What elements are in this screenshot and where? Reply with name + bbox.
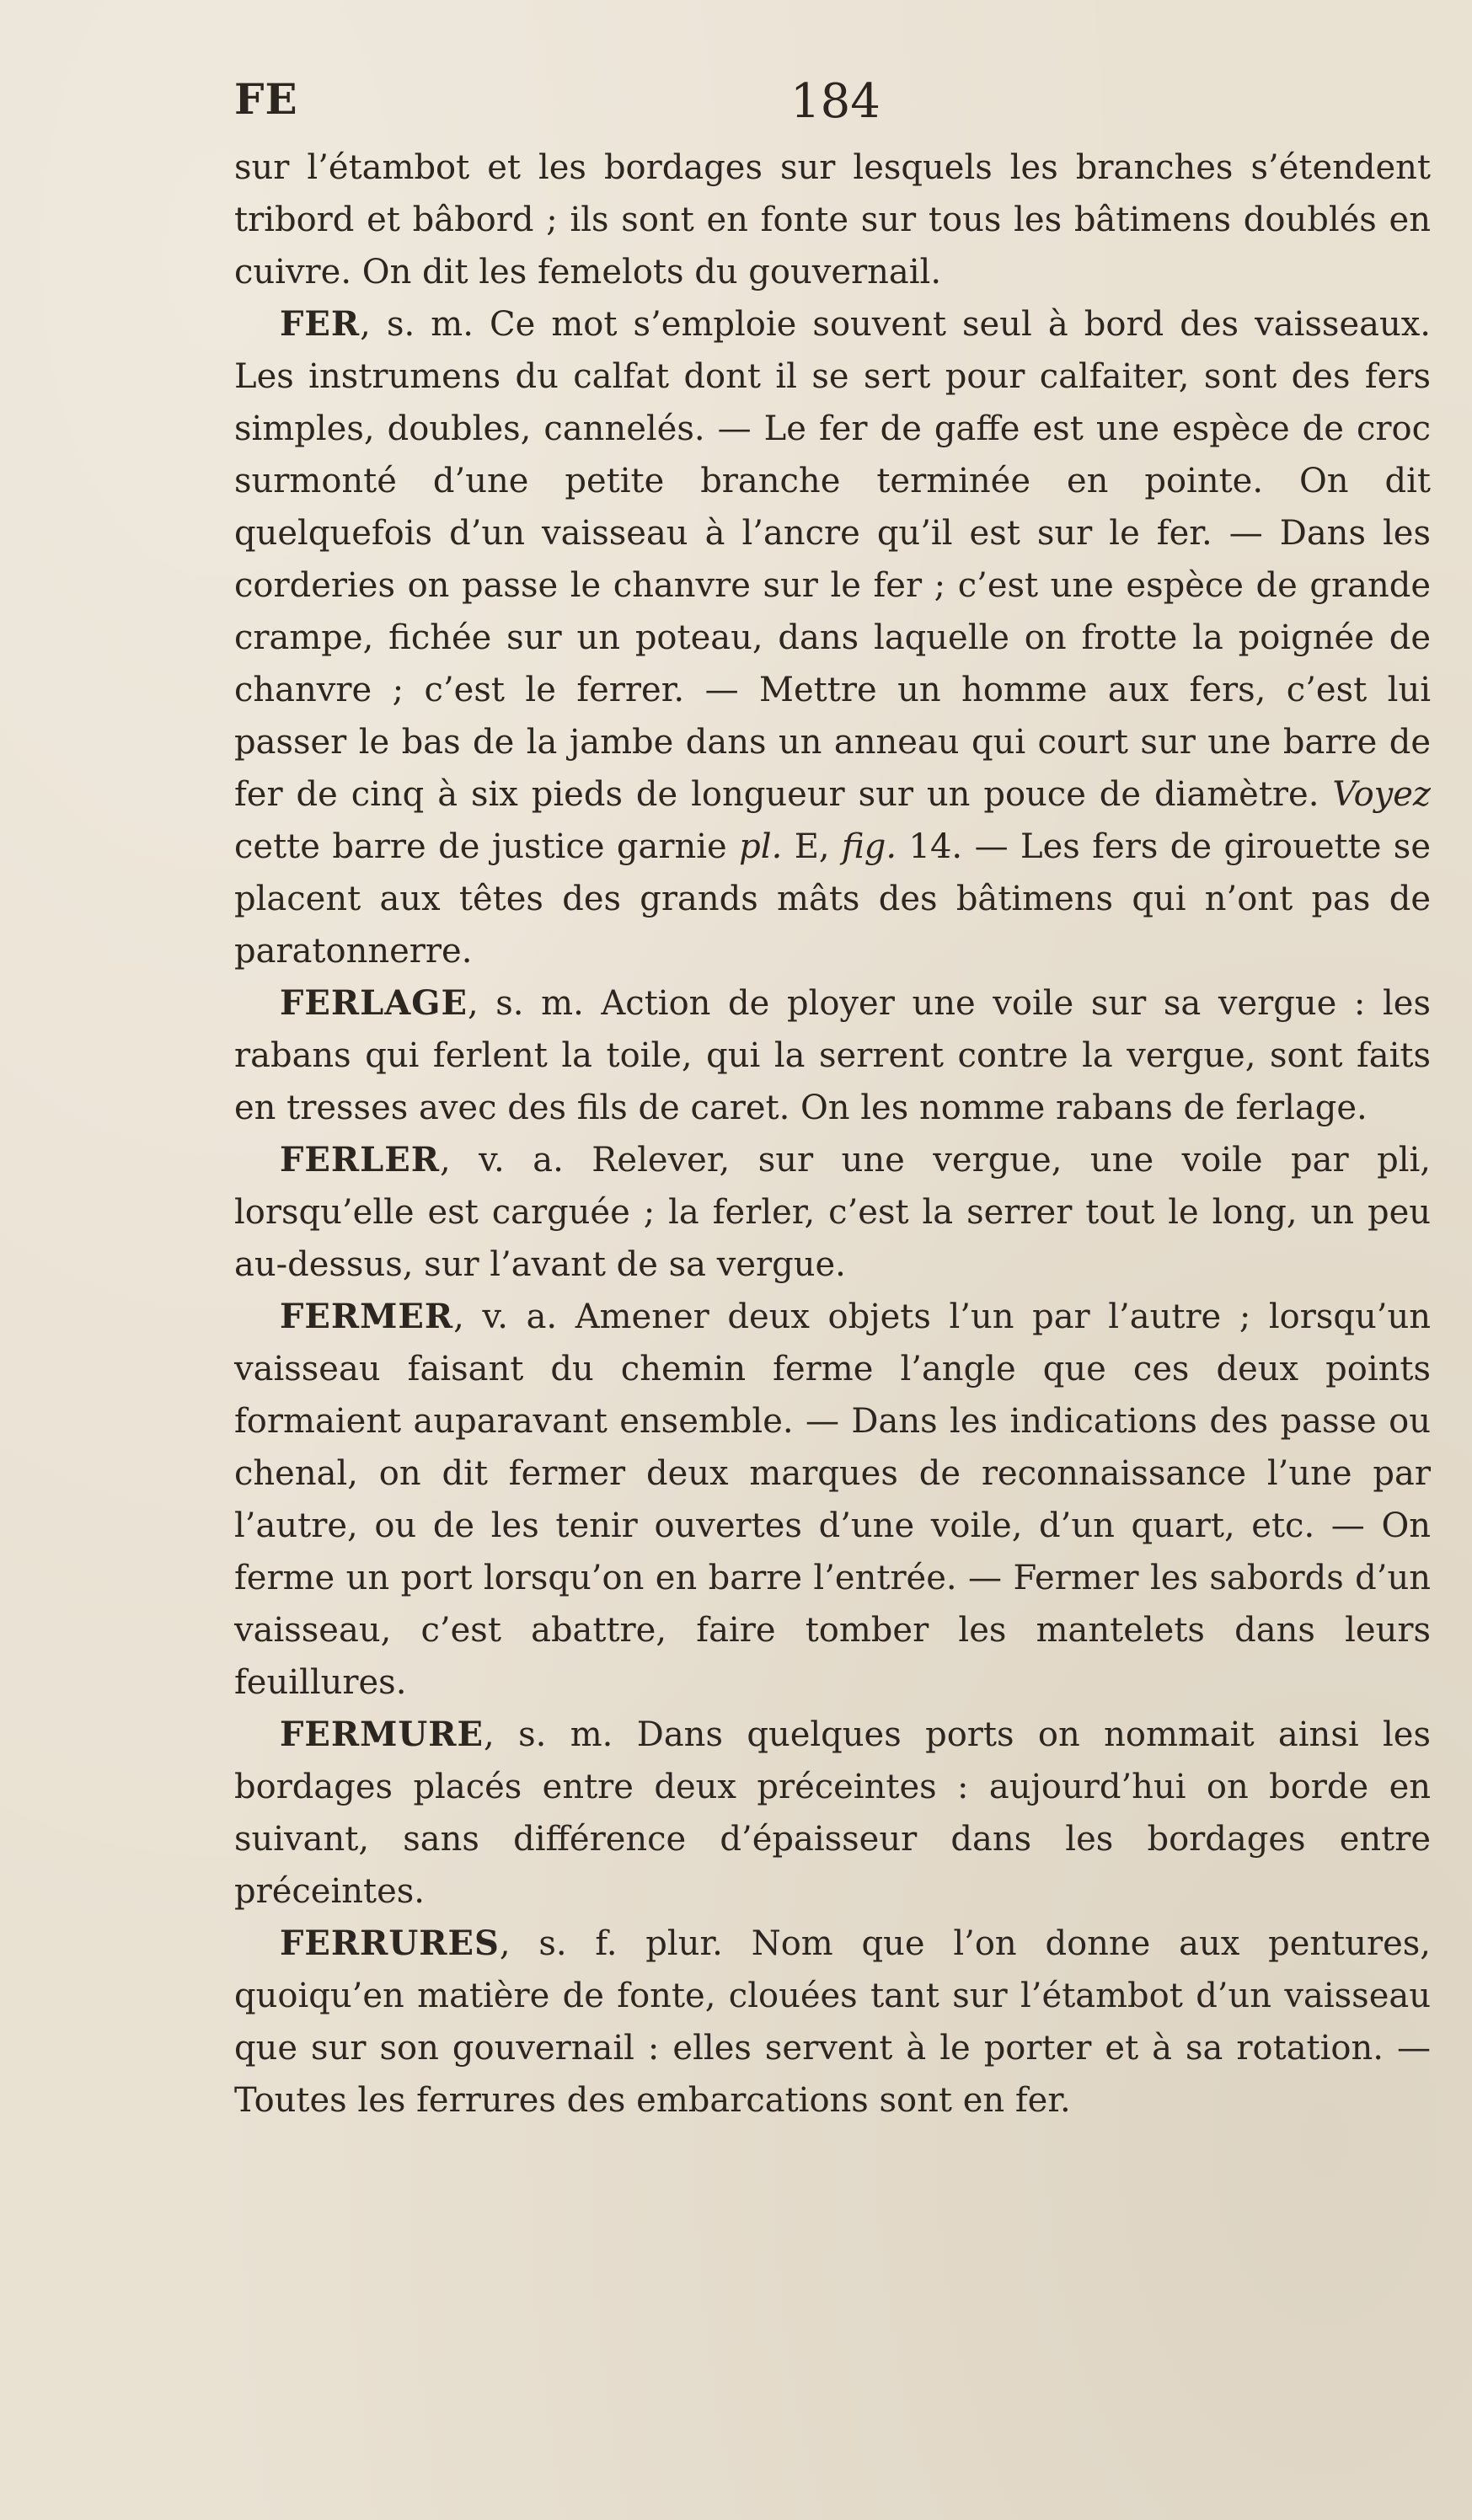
entry-ferlage (234, 977, 1431, 1134)
entry-grammar: , s. f. plur. (499, 1924, 723, 1963)
entry-grammar: , v. a. (453, 1297, 558, 1336)
entry-headword: FER (280, 304, 361, 344)
entry-grammar: , s. m. (360, 305, 474, 344)
entry-text: sur l’étambot et les bordages sur lesquels les branches s’étendent tribord et bâbord ; ils sont en fonte sur tous les bâtimens doublés en cuivre. On dit les femelots du gouvernail. (234, 148, 1431, 292)
entry-text: Amener deux objets l’un par l’autre ; lorsqu’un vaisseau faisant du chemin ferme l’angle que ces deux points formaient auparavant ensemble. — Dans les indications des passe ou chenal, on dit fermer deux marques de reconnaissance l’une par l’autre, ou de les tenir ouvertes d’une voile, d’un quart, etc. — On ferme un port lorsqu’on en barre l’entrée. — Fermer les sabords d’un vaisseau, c’est abattre, faire tomber les mantelets dans leurs feuillures. (234, 1297, 1431, 1702)
entry-fer (234, 298, 1431, 977)
entry-text-4: 14. — Les fers de girouette se placent aux têtes des grands mâts des bâtimens qui n’ont pas de paratonnerre. (234, 827, 1432, 971)
entry-headword: FERRURES (280, 1923, 500, 1963)
dictionary-text (234, 142, 1431, 2127)
entry-headword: FERMURE (280, 1715, 484, 1754)
entry-text: Nom que l’on donne aux pentures, quoiqu’en matière de fonte, clouées tant sur l’étambot d’un vaisseau que sur son gouvernail : elles servent à le porter et à sa rotation. — Toutes les ferrures des embarcations sont en fer. (234, 1924, 1432, 2120)
entry-fig-ref: fig. (842, 827, 897, 866)
entry-grammar: , s. m. (484, 1715, 613, 1754)
page-header (234, 74, 1431, 142)
entry-text: Action de ployer une voile sur sa vergue : les rabans qui ferlent la toile, qui la serrent contre la vergue, sont faits en tresses avec des fils de caret. On les nomme rabans de ferlage. (234, 984, 1431, 1127)
entry-ferrures (234, 1918, 1431, 2127)
entry-headword: FERLER (280, 1140, 440, 1180)
entry-voyez: Voyez (1332, 775, 1431, 814)
section-letters: FE (234, 74, 298, 124)
entry-plate-ref: pl. (739, 827, 783, 866)
entry-grammar: , s. m. (467, 984, 584, 1023)
entry-headword: FERLAGE (280, 983, 468, 1023)
entry-headword: FERMER (280, 1297, 454, 1336)
page-number: 184 (790, 74, 881, 129)
entry-fermure (234, 1709, 1431, 1918)
entry-text: Ce mot s’emploie souvent seul à bord des vaisseaux. Les instrumens du calfat dont il se sert pour calfaiter, sont des fers simples, doubles, cannelés. — Le fer de gaffe est une espèce de croc surmonté d’une petite branche terminée en pointe. On dit quelquefois d’un vaisseau à l’ancre qu’il est sur le fer. — Dans les corderies on passe le chanvre sur le fer ; c’est une espèce de grande crampe, fichée sur un poteau, dans laquelle on frotte la poignée de chanvre ; c’est le ferrer. — Mettre un homme aux fers, c’est lui passer le bas de la jambe dans un anneau qui court sur une barre de fer de cinq à six pieds de longueur sur un pouce de diamètre. (234, 305, 1432, 814)
entry-text: Relever, sur une vergue, une voile par pli, lorsqu’elle est carguée ; la ferler, c’est la serrer tout le long, un peu au-dessus, sur l’avant de sa vergue. (234, 1141, 1431, 1284)
entry-text-2: cette barre de justice garnie (234, 827, 740, 866)
entry-ferler (234, 1134, 1431, 1291)
entry-text: Dans quelques ports on nommait ainsi les bordages placés entre deux préceintes : aujourd’hui on borde en suivant, sans différence d’épaisseur dans les bordages entre préceintes. (234, 1715, 1432, 1911)
entry-continuation (234, 142, 1431, 298)
entry-fermer (234, 1291, 1431, 1709)
entry-text-3: E, (782, 827, 843, 866)
entry-grammar: , v. a. (439, 1141, 564, 1180)
